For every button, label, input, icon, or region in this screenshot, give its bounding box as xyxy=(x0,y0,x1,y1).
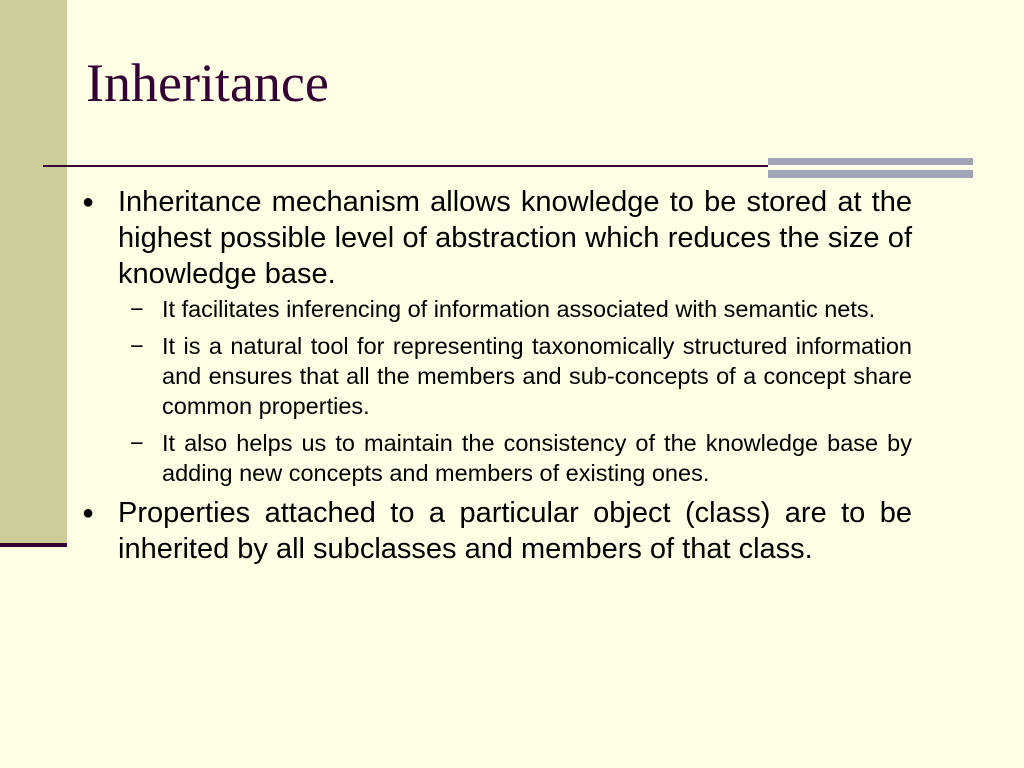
bullet-text: Inheritance mechanism allows knowledge to be stored at the highest possible level of abstraction which reduces the size of knowledge base. xyxy=(118,186,912,290)
slide-title: Inheritance xyxy=(86,53,329,113)
accent-bar-bottom xyxy=(768,170,973,178)
title-underline xyxy=(43,165,768,167)
side-decor-bar xyxy=(0,0,67,545)
dash-icon: − xyxy=(130,430,144,456)
slide-body xyxy=(78,184,912,567)
sub-bullet-list xyxy=(78,294,912,488)
sub-bullet-item xyxy=(78,428,912,488)
sub-bullet-item xyxy=(78,331,912,421)
sub-bullet-text: It is a natural tool for representing taxonomically structured information and ensures that all the members and sub-concepts of a concept share common properties. xyxy=(162,333,912,419)
accent-bar-top xyxy=(768,158,973,165)
bullet-item xyxy=(78,184,912,292)
bullet-icon: ● xyxy=(82,191,95,213)
sub-bullet-text: It also helps us to maintain the consistency of the knowledge base by adding new concepts and members of existing ones. xyxy=(162,430,912,486)
dash-icon: − xyxy=(130,296,144,322)
side-decor-bar-foot xyxy=(0,543,67,547)
sub-bullet-item xyxy=(78,294,912,324)
bullet-item xyxy=(78,495,912,567)
title-accent-bars xyxy=(768,158,973,178)
bullet-text: Properties attached to a particular object (class) are to be inherited by all subclasses and members of that class. xyxy=(118,497,912,565)
bullet-icon: ● xyxy=(82,502,95,524)
dash-icon: − xyxy=(130,333,144,359)
sub-bullet-text: It facilitates inferencing of information associated with semantic nets. xyxy=(162,296,876,322)
